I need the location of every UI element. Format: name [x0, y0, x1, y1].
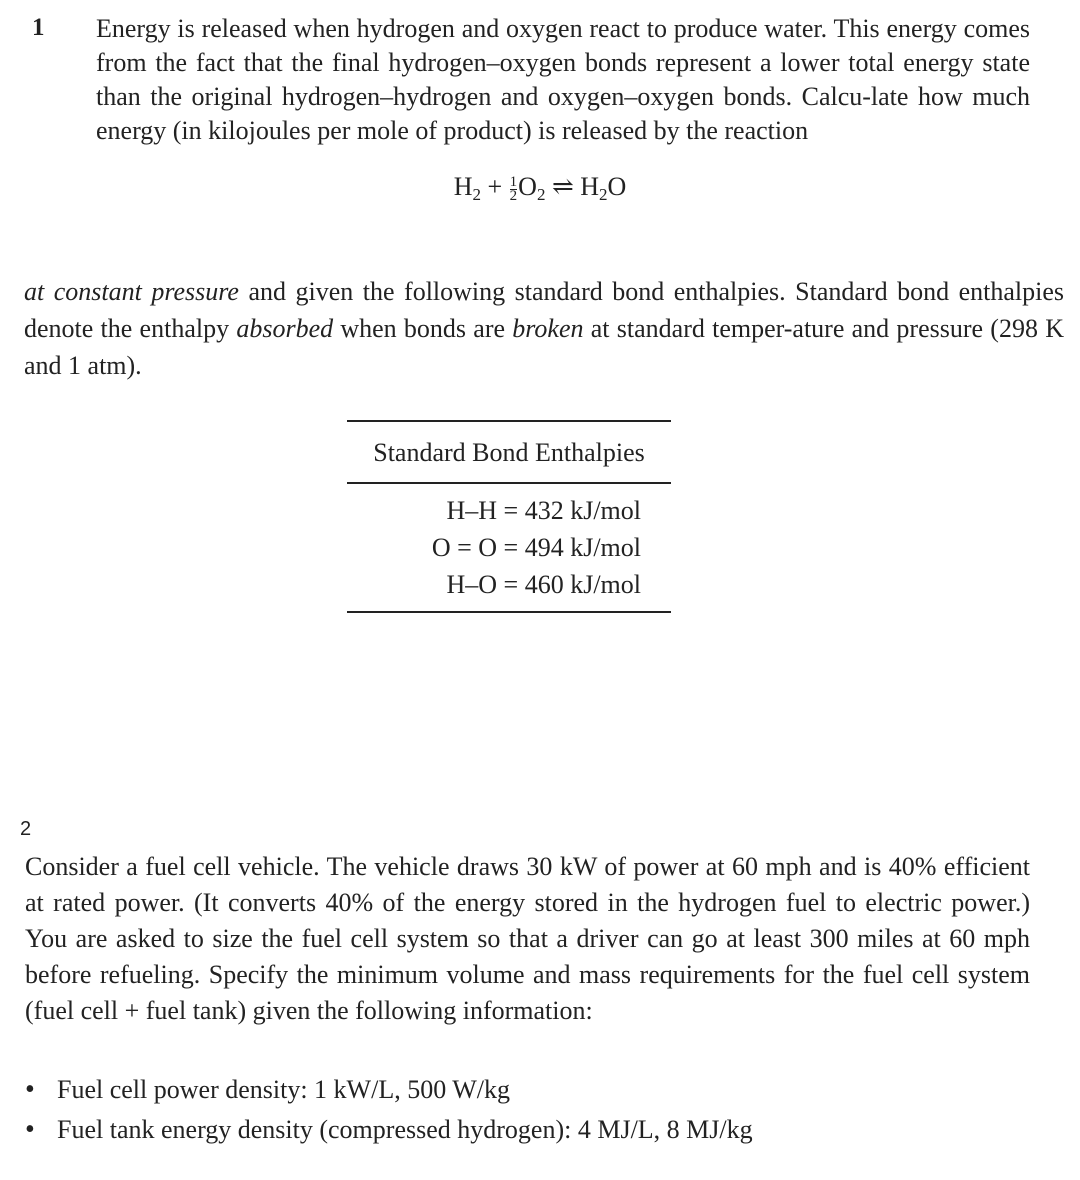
table-bottom-rule — [347, 611, 671, 613]
problem-1-number: 1 — [32, 14, 45, 41]
table-row: H–H = 432 kJ/mol — [446, 496, 641, 525]
problem-2-text: Consider a fuel cell vehicle. The vehicle draws 30 kW of power at 60 mph and is 40% efficient at rated power. (It converts 40% of the energy stored in the hydrogen fuel to electric power.) You are asked to size the fuel cell system so that a driver can go at least 300 miles at 60 mph before refueling. Specify the minimum volume and mass requirements for the fuel cell system (fuel cell + fuel tank) given the following information: — [25, 852, 1030, 1025]
list-item: • Fuel tank energy density (compressed hydrogen): 4 MJ/L, 8 MJ/kg — [25, 1110, 753, 1150]
problem-2-bullet-list — [25, 1070, 753, 1150]
eq-equilibrium-arrow: ⇌ — [551, 172, 574, 201]
problem-1-intro: Energy is released when hydrogen and oxygen react to produce water. This energy comes from the fact that the final hydrogen–oxygen bonds represent a lower total energy state than the original hydrogen–hydrogen and oxygen–oxygen bonds. Calcu-late how much energy (in kilojoules per mole of product) is released by the reaction — [96, 14, 1030, 145]
table-row: O = O = 494 kJ/mol — [431, 533, 641, 562]
eq-half-fraction: $\frac{1}{2}$ — [509, 173, 518, 204]
table-header: Standard Bond Enthalpies — [373, 438, 645, 467]
eq-h2: $H_2$ — [453, 172, 481, 204]
table-body — [347, 484, 671, 611]
problem-2-number: 2 — [20, 818, 32, 840]
bond-enthalpy-table — [347, 420, 671, 613]
list-item: • Fuel cell power density: 1 kW/L, 500 W/kg — [25, 1070, 753, 1110]
problem-1-conditions: at constant pressure and given the following standard bond enthalpies. Standard bond enthalpies denote the enthalpy absorbed when bonds are broken at standard temper-ature and pressure (298 K and 1 atm). — [24, 277, 1065, 380]
eq-plus: + — [487, 172, 503, 201]
eq-o2: $O_2$ — [518, 172, 546, 204]
table-row: H–O = 460 kJ/mol — [446, 570, 641, 599]
reaction-equation — [0, 172, 1080, 205]
eq-h2o: $H_2O$ — [580, 172, 627, 204]
